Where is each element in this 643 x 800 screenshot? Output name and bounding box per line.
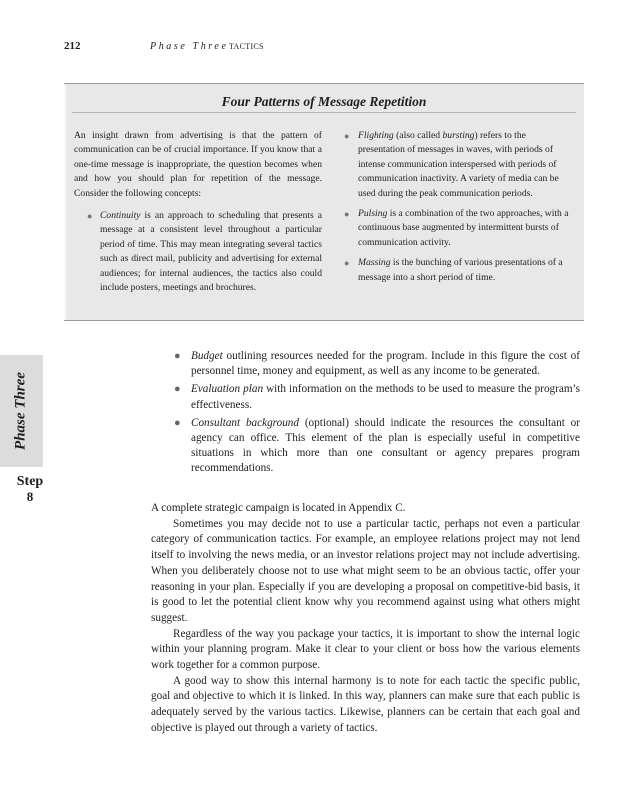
paragraph: Sometimes you may decide not to use a particular tactic, perhaps not even a particular category of communication tactics. For example, an employee relations project may not lend itself to involving the news media, or an investor relations project may not include advertising. When you deliberately choose not to use what might seem to be an obvious tactic, offer your reasoning in your plan. Especially if you are developing a proposal on competitive-bid basis, it is good to let the potential client know why you recommend against using what others might suggest. [151, 517, 580, 624]
box-left-list [74, 209, 322, 295]
box-item-text: is an approach to scheduling that presents a message at a consistent level throughout a particular period of time. This may mean integrating several tactics such as direct mail, publicity and advertising for external audiences; for internal audiences, the tactics also could include posters, meetings and brochures. [100, 210, 322, 294]
bullet-icon: ● [174, 350, 181, 362]
bullet-icon: ● [344, 209, 350, 220]
list-item-evaluation-plan [174, 382, 580, 412]
page-number: 212 [64, 40, 81, 52]
paragraph: Regardless of the way you package your tactics, it is important to show the internal logic within your planning program. Make it clear to your client or boss how the various elements work together for a common purpose. [151, 627, 580, 672]
body-text [151, 501, 580, 737]
side-step-number: 8 [26, 489, 34, 504]
bullet-icon: ● [344, 258, 350, 269]
running-header [64, 40, 584, 60]
running-header-phase: Phase Three [150, 41, 229, 52]
box-item-text: is the bunching of various presentations of a message into a short period of time. [358, 257, 563, 283]
side-tab-phase-label: Phase Three [12, 372, 29, 450]
box-title: Four Patterns of Message Repetition [221, 94, 427, 109]
running-header-section: TACTICS [229, 42, 264, 51]
list-item-consultant-background [174, 416, 580, 477]
box-right-list [344, 129, 574, 285]
list-item-term: Evaluation plan [191, 383, 264, 396]
box-item-pulsing [344, 207, 574, 250]
list-item-text: with information on the methods to be used to measure the program’s effectiveness. [191, 383, 580, 411]
bullet-icon: ● [174, 383, 181, 396]
box-item-text: is a combination of the two approaches, with a continuous base augmented by intermittent bursts of communication activity. [358, 208, 569, 248]
bullet-icon: ● [174, 416, 181, 429]
list-item-term: Consultant background [191, 416, 299, 429]
box-item-aside: bursting [442, 130, 475, 141]
box-item-term: Massing [358, 257, 391, 269]
box-item-massing [344, 256, 574, 285]
bullet-icon: ● [344, 131, 350, 141]
list-item-budget [174, 349, 580, 379]
box-item-flighting [344, 129, 574, 201]
box-item-text: (also called [393, 130, 443, 141]
box-intro: An insight drawn from advertising is that the pattern of communication can be of crucial importance. If you know that a one-time message is inappropriate, the question becomes when and how you should plan for repetition of the message. Consider the following concepts: [74, 130, 322, 199]
box-divider [72, 112, 576, 113]
list-item-term: Budget [191, 350, 223, 362]
box-left-column [74, 129, 322, 301]
list-item-text: outlining resources needed for the program. Include in this figure the cost of personnel time, money and equipment, as well as any income to be generated. [191, 350, 580, 378]
bullet-icon: ● [87, 211, 93, 222]
paragraph: A good way to show this internal harmony is to note for each tactic the specific public, goal and objective to which it is linked. In this way, planners can make sure that each public is adequately served by the various tactics. Likewise, planners can be certain that each goal and objective is played out through a variety of tactics. [151, 674, 580, 734]
box-item-continuity [74, 209, 322, 295]
box-item-term: Pulsing [358, 208, 388, 220]
side-step-label: Step [16, 474, 44, 489]
side-step-marker [5, 474, 55, 504]
list-item-text: (optional) should indicate the resources the consultant or agency can office. This element of the plan is especially useful in competitive situations in which more than one consultant or agency prepares program recommendations. [191, 416, 580, 475]
box-right-column [344, 129, 574, 291]
paragraph: A complete strategic campaign is located in Appendix C. [151, 502, 406, 514]
plan-elements-list [174, 349, 580, 480]
box-item-term: Flighting [358, 130, 394, 141]
message-repetition-sidebar-box [64, 83, 584, 321]
box-item-term: Continuity [100, 210, 141, 222]
box-item-text: ) refers to the presentation of messages in waves, with periods of intense communication interspersed with periods of communication inactivity. A variety of media can be used during the peak communication periods. [358, 130, 559, 199]
